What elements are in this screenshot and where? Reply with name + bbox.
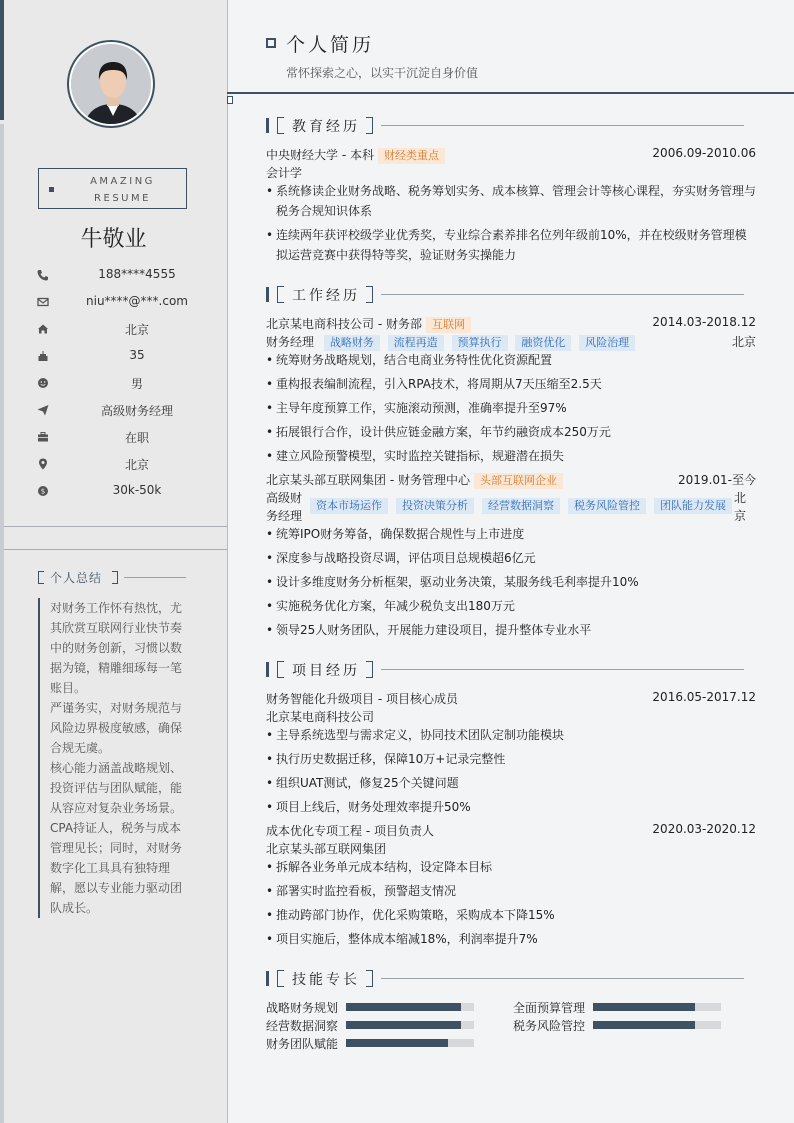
skill-bar-track <box>593 1003 721 1011</box>
svg-text:$: $ <box>40 487 46 496</box>
project-bullet: • 执行历史数据迁移，保障10万+记录完整性 <box>266 749 756 769</box>
skill-tag: 战略财务 <box>324 335 380 351</box>
location-value: 北京 <box>124 458 149 472</box>
section-title: 技能专长 <box>292 972 360 988</box>
skill-name: 经营数据洞察 <box>266 1019 339 1033</box>
location-pin-icon <box>36 457 50 471</box>
sidebar-edge-accent <box>0 0 4 120</box>
project-bullet: • 组织UAT测试，修复25个关键问题 <box>266 773 756 793</box>
bracket-left <box>277 286 284 303</box>
education-header <box>266 146 756 164</box>
home-value: 北京 <box>124 323 149 337</box>
job-bullet: • 领导25人财务团队，开展能力建设项目，提升整体专业水平 <box>266 620 756 640</box>
project-company-name: 北京某头部互联网集团 <box>266 842 387 856</box>
bracket-left <box>277 117 284 134</box>
avatar <box>67 40 155 128</box>
summary-paragraph: 核心能力涵盖战略规划、投资评估与团队赋能，能从容应对复杂业务场景。 <box>50 761 183 815</box>
project-company-name: 北京某电商科技公司 <box>266 710 375 724</box>
company-tag: 互联网 <box>426 317 471 333</box>
summary-paragraph: 严谨务实，对财务规范与风险边界极度敏感，确保合规无虞。 <box>50 701 183 755</box>
job-city <box>734 489 746 525</box>
section-rule <box>381 978 744 979</box>
heading-rule <box>124 577 186 578</box>
company-name: 北京某电商科技公司 - 财务部 <box>266 317 422 331</box>
job-position-line: 务经理 <box>266 509 303 523</box>
info-salary <box>36 481 216 501</box>
skill-tag: 预算执行 <box>452 335 508 351</box>
skill-tag: 团队能力发展 <box>654 498 732 514</box>
bracket-right <box>366 970 373 987</box>
bracket-left <box>38 571 44 584</box>
position-value: 高级财务经理 <box>100 404 173 418</box>
job-bullet: • 统筹IPO财务筹备，确保数据合规性与上市进度 <box>266 524 756 544</box>
job-bullet: • 拓展银行合作，设计供应链金融方案，年节约融资成本250万元 <box>266 422 756 442</box>
sidebar-divider <box>4 549 227 550</box>
skill-tags <box>306 498 732 514</box>
summary-heading <box>38 569 188 585</box>
section-bar <box>266 118 269 133</box>
project-bullet: • 部署实时监控看板，预警超支情况 <box>266 881 756 901</box>
summary-paragraph: CPA持证人，税务与成本管理见长；同时，对财务数字化工具具有独特理解，愿以专业能力驱动团队成长。 <box>50 821 183 915</box>
project-bullet: • 主导系统选型与需求定义，协同技术团队定制功能模块 <box>266 725 756 745</box>
company-name: 北京某头部互联网集团 - 财务管理中心 <box>266 473 470 487</box>
summary-paragraph: 对财务工作怀有热忱，尤其欣赏互联网行业快节奏中的财务创新，习惯以数据为镜，精雕细琢每一笔账目。 <box>50 601 183 695</box>
job-bullet: • 主导年度预算工作，实施滚动预测，准确率提升至97% <box>266 398 756 418</box>
bracket-left <box>277 970 284 987</box>
section-skills <box>266 970 744 988</box>
education-bullet: • 连续两年获评校级学业优秀奖，专业综合素养排名位列年级前10%，并在校级财务管理模拟运营竞赛中获得特等奖，验证财务实操能力 <box>266 225 756 265</box>
briefcase-icon <box>36 430 50 444</box>
job-bullet: • 重构报表编制流程，引入RPA技术，将周期从7天压缩至2.5天 <box>266 374 756 394</box>
project-name: 财务智能化升级项目 - 项目核心成员 <box>266 692 458 706</box>
skill-tag: 投资决策分析 <box>396 498 474 514</box>
cake-icon <box>36 349 50 363</box>
section-education <box>266 117 744 135</box>
bracket-left <box>277 661 284 678</box>
skill-tag: 资本市场运作 <box>310 498 388 514</box>
section-title: 工作经历 <box>292 288 360 304</box>
info-email <box>36 292 216 312</box>
school-name: 中央财经大学 - 本科 <box>266 148 374 162</box>
bracket-right <box>366 661 373 678</box>
page-subtitle: 常怀探索之心，以实干沉淀自身价值 <box>286 66 479 80</box>
badge-line2: RESUME <box>94 193 151 204</box>
project-bullet: • 推动跨部门协作，优化采购策略，采购成本下降15% <box>266 905 756 925</box>
education-bullet: • 系统修读企业财务战略、税务筹划实务、成本核算、管理会计等核心课程，夯实财务管理与税务合规知识体系 <box>266 181 756 221</box>
job-position: 财务经理 <box>266 335 315 349</box>
bracket-right <box>366 117 373 134</box>
job-bullet: • 深度参与战略投资尽调，评估项目总规模超6亿元 <box>266 548 756 568</box>
skill-bar-fill <box>346 1039 448 1047</box>
section-title: 教育经历 <box>292 119 360 135</box>
job-city-line: 北 <box>733 491 746 505</box>
job-city-line: 京 <box>733 509 746 523</box>
skill-bar-fill <box>593 1021 695 1029</box>
skill-tag: 流程再造 <box>388 335 444 351</box>
skill-tag: 税务风险管控 <box>568 498 646 514</box>
sidebar-divider <box>4 526 227 527</box>
job-bullet: • 实施税务优化方案，年减少税负支出180万元 <box>266 596 756 616</box>
badge-line1: AMAZING <box>90 176 155 187</box>
gender-value: 男 <box>130 377 143 391</box>
project-bullet: • 项目实施后，整体成本缩减18%，利润率提升7% <box>266 929 756 949</box>
salary-value: 30k-50k <box>112 483 162 497</box>
section-bar <box>266 287 269 302</box>
age-value: 35 <box>129 348 145 362</box>
skill-item <box>266 1017 486 1033</box>
project-header <box>266 822 756 840</box>
salary-icon <box>36 484 50 498</box>
skill-item <box>266 999 486 1015</box>
major-name: 会计学 <box>266 166 303 180</box>
person-name: 牛敬业 <box>80 227 147 252</box>
education-major <box>266 164 756 182</box>
status-value: 在职 <box>124 431 149 445</box>
project-name: 成本优化专项工程 - 项目负责人 <box>266 824 434 838</box>
resume-badge <box>38 168 187 209</box>
skill-bar-fill <box>346 1003 461 1011</box>
info-home <box>36 319 216 339</box>
skill-bar-fill <box>593 1003 695 1011</box>
project-company <box>266 708 756 726</box>
send-icon <box>36 403 50 417</box>
skill-name: 财务团队赋能 <box>266 1037 339 1051</box>
summary-title: 个人总结 <box>50 571 103 585</box>
job-position <box>266 489 302 525</box>
home-icon <box>36 322 50 336</box>
section-bar <box>266 971 269 986</box>
job-role-line <box>266 489 756 525</box>
job-date: 2014.03-2018.12 <box>652 315 756 329</box>
skill-bar-track <box>346 1021 474 1029</box>
skill-bar-fill <box>346 1021 461 1029</box>
section-work <box>266 286 744 304</box>
avatar-photo <box>71 44 151 124</box>
section-title: 项目经历 <box>292 663 360 679</box>
badge-dot <box>49 187 54 192</box>
info-age <box>36 346 216 366</box>
job-position-line: 高级财 <box>266 491 303 505</box>
summary-text <box>38 598 183 918</box>
job-bullet: • 设计多维度财务分析框架，驱动业务决策，某服务线毛利率提升10% <box>266 572 756 592</box>
school-tag: 财经类重点 <box>378 148 445 164</box>
project-date: 2016.05-2017.12 <box>652 690 756 704</box>
job-header <box>266 315 756 333</box>
mail-icon <box>36 295 50 309</box>
smile-icon <box>36 376 50 390</box>
skill-item <box>513 1017 733 1033</box>
job-city: 北京 <box>731 335 756 349</box>
info-location <box>36 454 216 474</box>
section-bar <box>266 662 269 677</box>
page-title: 个人简历 <box>286 34 375 56</box>
project-company <box>266 840 756 858</box>
bracket-right <box>366 286 373 303</box>
email-value: niu****@***.com <box>86 294 188 308</box>
job-bullet: • 统筹财务战略规划，结合电商业务特性优化资源配置 <box>266 350 756 370</box>
education-date: 2006.09-2010.06 <box>652 146 756 160</box>
phone-value: 188****4555 <box>98 267 176 281</box>
sidebar-edge <box>0 124 4 1123</box>
info-position <box>36 400 216 420</box>
skill-name: 税务风险管控 <box>513 1019 586 1033</box>
section-rule <box>381 125 744 126</box>
skill-item <box>266 1035 486 1051</box>
skill-item <box>513 999 733 1015</box>
sidebar <box>0 0 228 1123</box>
skill-tag: 经营数据洞察 <box>482 498 560 514</box>
skill-tag: 风险治理 <box>579 335 635 351</box>
project-header <box>266 690 756 708</box>
job-header <box>266 471 756 489</box>
skill-bar-track <box>346 1039 474 1047</box>
bracket-right <box>112 571 118 584</box>
company-tag: 头部互联网企业 <box>474 473 563 489</box>
section-projects <box>266 661 744 679</box>
job-bullet: • 建立风险预警模型，实时监控关键指标，规避潜在损失 <box>266 446 756 466</box>
header-square-icon <box>266 38 276 48</box>
header-rule <box>227 92 794 94</box>
phone-icon <box>36 268 50 282</box>
job-role-line <box>266 333 756 351</box>
skill-bar-track <box>346 1003 474 1011</box>
info-gender <box>36 373 216 393</box>
header-marker <box>227 96 233 104</box>
project-bullet: • 项目上线后，财务处理效率提升50% <box>266 797 756 817</box>
project-date: 2020.03-2020.12 <box>652 822 756 836</box>
skill-name: 全面预算管理 <box>513 1001 586 1015</box>
job-date: 2019.01-至今 <box>678 473 756 487</box>
skill-tag: 融资优化 <box>515 335 571 351</box>
section-rule <box>381 294 744 295</box>
project-bullet: • 拆解各业务单元成本结构，设定降本目标 <box>266 857 756 877</box>
skill-bar-track <box>593 1021 721 1029</box>
section-rule <box>381 669 744 670</box>
info-phone <box>36 265 216 285</box>
info-status <box>36 427 216 447</box>
skill-name: 战略财务规划 <box>266 1001 339 1015</box>
